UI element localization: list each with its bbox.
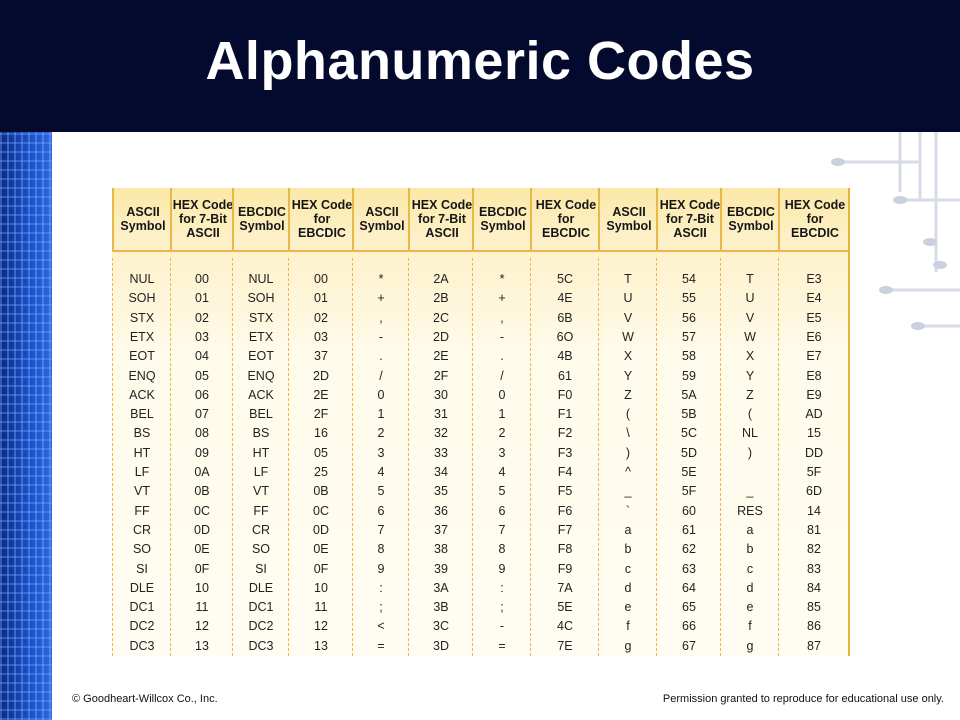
table-cell: 9 <box>498 561 506 576</box>
header-divider <box>112 250 848 252</box>
table-cell: 56 <box>682 310 696 325</box>
table-cell: 4 <box>498 465 506 479</box>
table-cell: Y <box>623 368 633 383</box>
table-cell: : <box>500 580 504 595</box>
table-cell: , <box>500 310 504 325</box>
table-cell: BS <box>133 426 151 441</box>
table-cell: STX <box>129 310 155 325</box>
table-cell: 3B <box>433 600 449 615</box>
table-cell: BEL <box>130 407 154 422</box>
table-cell: 3D <box>433 638 449 653</box>
table-cell: 8 <box>377 542 385 557</box>
table-cell: F6 <box>557 503 573 518</box>
table-cell: DC3 <box>248 638 274 653</box>
column-header-ascii-symbol-3: ASCII Symbol <box>598 188 658 250</box>
table-cell: SI <box>255 561 267 576</box>
table-cell: 4E <box>557 291 573 306</box>
column-header-hex-ebcdic-2: HEX Code for EBCDIC <box>530 188 600 250</box>
table-cell: ENQ <box>247 368 275 383</box>
table-cell: 67 <box>682 638 696 653</box>
column-header-ascii-symbol-2: ASCII Symbol <box>352 188 410 250</box>
table-cell: 05 <box>314 445 328 460</box>
column-hex-7bit-ascii-3 <box>656 258 721 656</box>
column-header-hex-ebcdic-1: HEX Code for EBCDIC <box>288 188 354 250</box>
table-cell: W <box>622 329 634 344</box>
table-cell: 2F <box>433 368 449 383</box>
table-cell: 2D <box>313 368 329 383</box>
table-cell: LF <box>134 465 150 479</box>
table-cell: . <box>500 349 504 364</box>
column-hex-7bit-ascii-2 <box>408 258 473 656</box>
table-cell: 82 <box>807 542 821 557</box>
table-cell: 01 <box>195 291 209 306</box>
table-cell: ( <box>625 407 631 422</box>
table-cell: 16 <box>314 426 328 441</box>
table-cell: 04 <box>195 349 209 364</box>
table-cell: E3 <box>806 272 822 286</box>
table-cell: 5C <box>557 272 573 286</box>
table-cell: g <box>624 638 632 653</box>
table-cell: 11 <box>314 600 328 615</box>
table-cell: a <box>624 522 632 537</box>
table-cell: 37 <box>434 522 448 537</box>
table-cell: VT <box>253 484 269 499</box>
table-cell: DC2 <box>129 619 155 634</box>
table-cell: 2F <box>313 407 329 422</box>
column-hex-7bit-ascii-1 <box>170 258 233 656</box>
table-cell: 5 <box>377 484 385 499</box>
table-cell: . <box>379 349 383 364</box>
table-cell: f <box>748 619 752 634</box>
table-cell: 2E <box>433 349 449 364</box>
table-cell: 07 <box>195 407 209 422</box>
table-cell: ) <box>625 445 631 460</box>
table-cell: a <box>746 522 754 537</box>
table-cell: 01 <box>314 291 328 306</box>
column-header-hex-7bit-ascii-2: HEX Code for 7-Bit ASCII <box>408 188 474 250</box>
table-cell: 31 <box>434 407 448 422</box>
table-cell: * <box>378 272 384 286</box>
table-cell: SO <box>251 542 271 557</box>
table-cell: 35 <box>434 484 448 499</box>
table-cell: U <box>745 291 755 306</box>
table-cell: 86 <box>807 619 821 634</box>
table-cell: BEL <box>249 407 273 422</box>
table-cell: 2 <box>498 426 506 441</box>
table-cell: 64 <box>682 580 696 595</box>
table-cell: E6 <box>806 329 822 344</box>
table-cell: 00 <box>314 272 328 286</box>
table-cell: 55 <box>682 291 696 306</box>
table-cell: HT <box>252 445 270 460</box>
table-cell: F1 <box>557 407 573 422</box>
table-cell: ( <box>747 407 753 422</box>
table-cell: DC2 <box>248 619 274 634</box>
column-header-hex-7bit-ascii-3: HEX Code for 7-Bit ASCII <box>656 188 722 250</box>
table-cell: _ <box>624 484 632 499</box>
table-cell: 13 <box>195 638 209 653</box>
table-cell: 0 <box>498 387 506 402</box>
table-cell: E9 <box>806 387 822 402</box>
table-cell: 87 <box>807 638 821 653</box>
table-cell: ; <box>500 600 504 615</box>
table-cell: 39 <box>434 561 448 576</box>
table-cell: 2 <box>377 426 385 441</box>
table-cell: 5A <box>681 387 697 402</box>
table-cell: CR <box>132 522 152 537</box>
table-cell: = <box>498 638 506 653</box>
column-ascii-symbol-3 <box>598 258 657 656</box>
table-cell: 33 <box>434 445 448 460</box>
table-cell: 30 <box>434 387 448 402</box>
title-bar <box>0 0 960 132</box>
table-cell: f <box>626 619 630 634</box>
table-cell: 0D <box>194 522 210 537</box>
table-cell: 1 <box>377 407 385 422</box>
table-cell: 59 <box>682 368 696 383</box>
table-cell: 6O <box>556 329 574 344</box>
column-hex-ebcdic-3 <box>778 258 849 656</box>
table-cell: ETX <box>129 329 155 344</box>
column-header-ebcdic-symbol-2: EBCDIC Symbol <box>472 188 532 250</box>
table-cell: 61 <box>682 522 696 537</box>
table-cell: 6 <box>498 503 506 518</box>
table-cell: SI <box>136 561 148 576</box>
column-ebcdic-symbol-1 <box>232 258 289 656</box>
column-hex-ebcdic-2 <box>530 258 599 656</box>
table-cell: 02 <box>195 310 209 325</box>
table-cell: 0F <box>194 561 210 576</box>
table-cell: 10 <box>314 580 328 595</box>
table-cell: 66 <box>682 619 696 634</box>
table-cell: c <box>624 561 632 576</box>
table-cell: 32 <box>434 426 448 441</box>
table-cell: d <box>624 580 632 595</box>
table-cell: CR <box>251 522 271 537</box>
table-cell: STX <box>248 310 274 325</box>
table-cell: DC1 <box>248 600 274 615</box>
table-cell: EOT <box>129 349 155 364</box>
code-table <box>112 188 850 656</box>
table-cell: 4 <box>377 465 385 479</box>
table-cell: 5D <box>681 445 697 460</box>
table-cell: / <box>379 368 383 383</box>
table-cell: + <box>498 291 506 306</box>
table-cell: 3A <box>433 580 449 595</box>
table-cell: DLE <box>248 580 274 595</box>
table-cell: 9 <box>377 561 385 576</box>
table-cell: 2A <box>433 272 449 286</box>
table-cell: g <box>746 638 754 653</box>
table-cell: F7 <box>557 522 573 537</box>
table-cell: = <box>377 638 385 653</box>
table-cell: E4 <box>806 291 822 306</box>
table-cell: 84 <box>807 580 821 595</box>
table-cell: 83 <box>807 561 821 576</box>
table-cell: b <box>746 542 754 557</box>
table-cell: 6 <box>377 503 385 518</box>
table-cell: E5 <box>806 310 822 325</box>
table-cell: 65 <box>682 600 696 615</box>
table-cell: : <box>379 580 383 595</box>
table-cell: ETX <box>248 329 274 344</box>
column-ascii-symbol-1 <box>112 258 171 656</box>
table-cell: SOH <box>247 291 275 306</box>
table-cell: 7E <box>557 638 573 653</box>
table-cell: 2D <box>433 329 449 344</box>
table-cell: 58 <box>682 349 696 364</box>
table-cell: 3C <box>433 619 449 634</box>
table-cell: e <box>624 600 632 615</box>
copyright-footer: © Goodheart-Willcox Co., Inc. <box>72 693 218 705</box>
table-cell: RES <box>737 503 763 518</box>
table-cell: W <box>744 329 756 344</box>
table-cell: 60 <box>682 503 696 518</box>
table-cell: 5B <box>681 407 697 422</box>
table-cell: / <box>500 368 504 383</box>
table-cell: 0D <box>313 522 329 537</box>
table-cell: F3 <box>557 445 573 460</box>
table-cell: 6B <box>557 310 573 325</box>
table-cell: DC1 <box>129 600 155 615</box>
table-cell: c <box>746 561 754 576</box>
table-cell: LF <box>253 465 269 479</box>
table-cell: 34 <box>434 465 448 479</box>
table-cell: 25 <box>314 465 328 479</box>
table-cell: + <box>377 291 385 306</box>
table-cell: 0E <box>194 542 210 557</box>
table-cell: 11 <box>195 600 209 615</box>
table-cell: DLE <box>129 580 155 595</box>
table-cell: 0B <box>313 484 329 499</box>
table-cell: 08 <box>195 426 209 441</box>
table-cell: 57 <box>682 329 696 344</box>
table-cell: _ <box>746 484 754 499</box>
column-header-hex-ebcdic-3: HEX Code for EBCDIC <box>778 188 850 250</box>
column-hex-ebcdic-1 <box>288 258 353 656</box>
column-header-ascii-symbol-1: ASCII Symbol <box>112 188 172 250</box>
table-cell: Y <box>745 368 755 383</box>
table-cell: 0F <box>313 561 329 576</box>
table-cell: F4 <box>557 465 573 479</box>
table-cell: T <box>624 272 632 286</box>
table-cell: 4B <box>557 349 573 364</box>
table-cell: SO <box>132 542 152 557</box>
table-cell: 54 <box>682 272 696 286</box>
table-cell: 0B <box>194 484 210 499</box>
table-cell: V <box>745 310 755 325</box>
table-cell: 4C <box>557 619 573 634</box>
table-cell: 00 <box>195 272 209 286</box>
table-cell: F9 <box>557 561 573 576</box>
table-cell: 5C <box>681 426 697 441</box>
table-cell: NL <box>742 426 758 441</box>
table-cell: F0 <box>557 387 573 402</box>
table-cell: DC3 <box>129 638 155 653</box>
table-cell: 5E <box>557 600 573 615</box>
table-cell: SOH <box>128 291 156 306</box>
permission-footer: Permission granted to reproduce for educational use only. <box>662 693 944 705</box>
table-cell: 1 <box>498 407 506 422</box>
table-cell: X <box>623 349 633 364</box>
column-ascii-symbol-2 <box>352 258 409 656</box>
column-ebcdic-symbol-3 <box>720 258 779 656</box>
table-cell: - <box>378 329 384 344</box>
table-cell: 5 <box>498 484 506 499</box>
column-header-hex-7bit-ascii-1: HEX Code for 7-Bit ASCII <box>170 188 234 250</box>
table-cell: 61 <box>558 368 572 383</box>
table-cell: EOT <box>248 349 274 364</box>
table-cell: 0 <box>377 387 385 402</box>
table-cell: NUL <box>129 272 155 286</box>
table-cell: 2B <box>433 291 449 306</box>
table-cell: 06 <box>195 387 209 402</box>
table-cell: * <box>499 272 505 286</box>
table-cell: 10 <box>195 580 209 595</box>
table-cell: - <box>499 329 505 344</box>
slide-title: Alphanumeric Codes <box>205 31 755 91</box>
table-cell: Z <box>624 387 632 402</box>
table-cell: X <box>745 349 755 364</box>
table-cell: FF <box>134 503 150 518</box>
column-header-ebcdic-symbol-3: EBCDIC Symbol <box>720 188 780 250</box>
table-cell: F5 <box>557 484 573 499</box>
table-cell: DD <box>804 445 824 460</box>
table-cell: 63 <box>682 561 696 576</box>
table-cell: 12 <box>314 619 328 634</box>
table-cell: 5F <box>806 465 822 479</box>
table-cell: 14 <box>807 503 821 518</box>
table-cell: ENQ <box>128 368 156 383</box>
table-cell: 5E <box>681 465 697 479</box>
table-cell: d <box>746 580 754 595</box>
table-cell: E8 <box>806 368 822 383</box>
table-cell: 3 <box>498 445 506 460</box>
table-cell: 09 <box>195 445 209 460</box>
column-header-ebcdic-symbol-1: EBCDIC Symbol <box>232 188 290 250</box>
table-cell: ACK <box>248 387 274 402</box>
table-cell: ) <box>747 445 753 460</box>
table-cell: ^ <box>625 465 631 479</box>
table-cell: 8 <box>498 542 506 557</box>
table-cell: , <box>379 310 383 325</box>
table-cell: 2E <box>313 387 329 402</box>
table-cell: 7A <box>557 580 573 595</box>
table-cell: e <box>746 600 754 615</box>
table-cell: 5F <box>681 484 697 499</box>
table-cell: T <box>746 272 754 286</box>
decorative-strip <box>0 132 52 720</box>
table-cell: NUL <box>248 272 274 286</box>
table-cell: F8 <box>557 542 573 557</box>
table-cell: 62 <box>682 542 696 557</box>
table-cell: 03 <box>195 329 209 344</box>
table-cell: 7 <box>377 522 385 537</box>
table-cell: 81 <box>807 522 821 537</box>
table-cell: 0A <box>194 465 210 479</box>
table-cell: F2 <box>557 426 573 441</box>
table-cell <box>721 463 779 482</box>
table-cell: 03 <box>314 329 328 344</box>
table-cell: ; <box>379 600 383 615</box>
table-cell: FF <box>253 503 269 518</box>
table-cell: HT <box>133 445 151 460</box>
table-cell: ` <box>625 503 631 518</box>
table-cell: \ <box>626 426 630 441</box>
table-cell: 85 <box>807 600 821 615</box>
table-cell: - <box>499 619 505 634</box>
table-cell: U <box>623 291 633 306</box>
table-cell: 3 <box>377 445 385 460</box>
table-cell: 2C <box>433 310 449 325</box>
table-cell: 38 <box>434 542 448 557</box>
table-cell: b <box>624 542 632 557</box>
table-cell: 6D <box>806 484 822 499</box>
table-cell: 05 <box>195 368 209 383</box>
table-cell: AD <box>805 407 823 422</box>
table-cell: 7 <box>498 522 506 537</box>
table-cell: 0C <box>313 503 329 518</box>
table-cell: 02 <box>314 310 328 325</box>
column-ebcdic-symbol-2 <box>472 258 531 656</box>
table-cell: 37 <box>314 349 328 364</box>
table-cell: E7 <box>806 349 822 364</box>
table-cell: V <box>623 310 633 325</box>
table-cell: 15 <box>807 426 821 441</box>
table-cell: ACK <box>129 387 155 402</box>
table-cell: 13 <box>314 638 328 653</box>
table-cell: VT <box>134 484 150 499</box>
table-cell: 0C <box>194 503 210 518</box>
table-cell: BS <box>252 426 270 441</box>
table-cell: < <box>377 619 385 634</box>
table-cell: 12 <box>195 619 209 634</box>
table-cell: 0E <box>313 542 329 557</box>
table-cell: Z <box>746 387 754 402</box>
table-cell: 36 <box>434 503 448 518</box>
